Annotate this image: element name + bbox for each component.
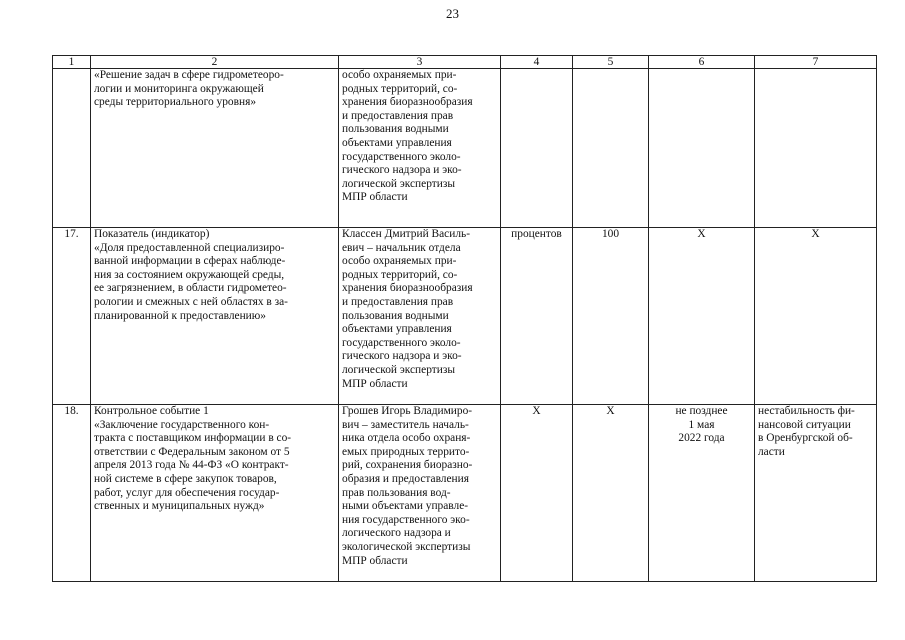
column-header: 2 (91, 56, 339, 69)
unit-cell: процентов (501, 228, 573, 405)
value-cell (573, 69, 649, 228)
column-header: 1 (53, 56, 91, 69)
row-number: 18. (53, 405, 91, 582)
column-header: 7 (755, 56, 877, 69)
deadline-cell (649, 69, 755, 228)
column-header: 4 (501, 56, 573, 69)
table-row (53, 69, 877, 228)
indicator-cell: Контрольное событие 1 «Заключение государственного кон- тракта с поставщиком информации в со- ответствии с Федеральным законом от 5 апреля 2013 года № 44-ФЗ «О контракт- ной системе в сфере закупок товаров, работ, услуг для обеспечения государ- ственных и муниципальных нужд» (91, 405, 339, 582)
risk-cell: X (755, 228, 877, 405)
value-cell: X (573, 405, 649, 582)
row-number: 17. (53, 228, 91, 405)
table-row (53, 405, 877, 582)
responsible-cell: Грошев Игорь Владимиро- вич – заместитель началь- ника отдела особо охраня- емых природных террито- рий, сохранения биоразно- образия и предоставления прав пользования вод- ными объектами управле- ния государственного эко- логического надзора и экологической экспертизы МПР области (339, 405, 501, 582)
responsible-cell: особо охраняемых при- родных территорий, со- хранения биоразнообразия и предоставления прав пользования водными объектами управления государственного эколо- гического надзора и эко- логической экспертизы МПР области (339, 69, 501, 228)
deadline-cell: не позднее 1 мая 2022 года (649, 405, 755, 582)
deadline-cell: X (649, 228, 755, 405)
risk-cell: нестабильность фи- нансовой ситуации в Оренбургской об- ласти (755, 405, 877, 582)
risk-cell (755, 69, 877, 228)
plan-table (52, 55, 877, 582)
indicator-cell: «Решение задач в сфере гидрометеоро- логии и мониторинга окружающей среды территориального уровня» (91, 69, 339, 228)
column-number-row (53, 56, 877, 69)
value-cell: 100 (573, 228, 649, 405)
table-row (53, 228, 877, 405)
row-number (53, 69, 91, 228)
column-header: 3 (339, 56, 501, 69)
column-header: 6 (649, 56, 755, 69)
indicator-cell: Показатель (индикатор) «Доля предоставленной специализиро- ванной информации в сферах наблюде- ния за состоянием окружающей среды, ее загрязнением, в области гидрометео- рологии и смежных с ней областях в за- планированной к предоставлению» (91, 228, 339, 405)
unit-cell (501, 69, 573, 228)
page-number: 23 (446, 6, 459, 21)
unit-cell: X (501, 405, 573, 582)
column-header: 5 (573, 56, 649, 69)
responsible-cell: Классен Дмитрий Василь- евич – начальник отдела особо охраняемых при- родных территорий, со- хранения биоразнообразия и предоставления прав пользования водными объектами управления государственного эколо- гического надзора и эко- логической экспертизы МПР области (339, 228, 501, 405)
